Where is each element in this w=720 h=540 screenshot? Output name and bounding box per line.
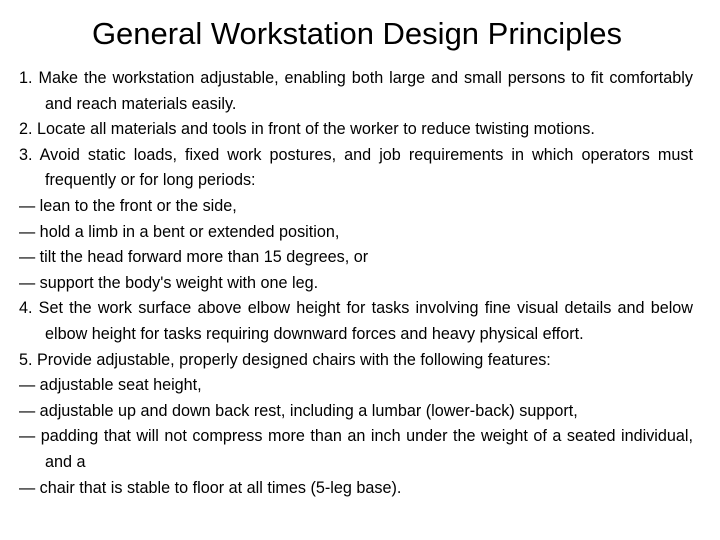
sub-item: — padding that will not compress more than an inch under the weight of a seated individual, and a [19,427,693,471]
sub-item: — adjustable seat height, [19,376,202,395]
principle-5: 5. Provide adjustable, properly designed chairs with the following features: [19,350,551,369]
sub-item: — tilt the head forward more than 15 degrees, or [19,248,369,267]
sub-item: — lean to the front or the side, [19,196,237,215]
slide-body [19,66,693,501]
principle-2: 2. Locate all materials and tools in front of the worker to reduce twisting motions. [19,120,595,139]
slide-title: General Workstation Design Principles [91,16,623,51]
sub-item: — hold a limb in a bent or extended position, [19,222,340,241]
sub-item: — adjustable up and down back rest, including a lumbar (lower-back) support, [19,401,578,420]
principle-1: 1. Make the workstation adjustable, enabling both large and small persons to fit comfortably and reach materials easily. [19,69,693,113]
sub-item: — support the body's weight with one leg. [19,273,319,292]
principle-4: 4. Set the work surface above elbow height for tasks involving fine visual details and below elbow height for tasks requiring downward forces and heavy physical effort. [19,299,693,343]
principle-3: 3. Avoid static loads, fixed work postures, and job requirements in which operators must frequently or for long periods: [19,145,693,190]
sub-item: — chair that is stable to floor at all times (5-leg base). [19,478,402,497]
